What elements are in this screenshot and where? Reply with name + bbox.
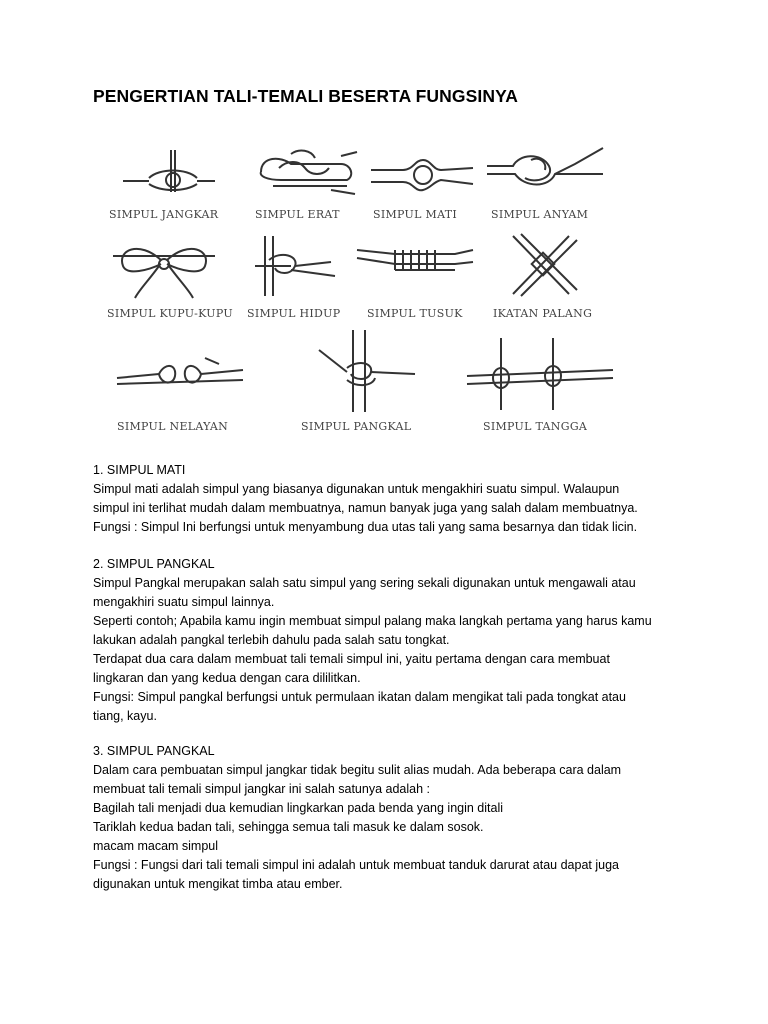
- ikatan-palang-illustration: [503, 232, 583, 298]
- knot-illustrations: [95, 140, 615, 440]
- section-line: Fungsi: Simpul pangkal berfungsi untuk permulaan ikatan dalam mengikat tali pada tongkat atau: [93, 690, 626, 704]
- page-title: PENGERTIAN TALI-TEMALI BESERTA FUNGSINYA: [93, 86, 518, 106]
- simpul-pangkal-illustration: [317, 328, 417, 414]
- section-line: digunakan untuk mengikat timba atau ember.: [93, 877, 343, 891]
- section-line: membuat tali temali simpul jangkar ini salah satunya adalah :: [93, 782, 430, 796]
- section-line: Seperti contoh; Apabila kamu ingin membuat simpul palang maka langkah pertama yang harus kamu: [93, 614, 652, 628]
- simpul-tangga-illustration: [465, 336, 615, 412]
- knot-label: SIMPUL TANGGA: [483, 420, 588, 433]
- section-line: lingkaran dan yang kedua dengan cara dililitkan.: [93, 671, 361, 685]
- section-line: Simpul Pangkal merupakan salah satu simpul yang sering sekali digunakan untuk mengawali atau: [93, 576, 636, 590]
- knot-label: SIMPUL HIDUP: [247, 307, 341, 320]
- section-simpul-mati: [93, 461, 683, 537]
- section-simpul-pangkal: [93, 555, 683, 726]
- knot-label: IKATAN PALANG: [493, 307, 593, 320]
- simpul-erat-illustration: [251, 146, 361, 200]
- section-line: Tariklah kedua badan tali, sehingga semua tali masuk ke dalam sosok.: [93, 820, 484, 834]
- knot-label: SIMPUL JANGKAR: [109, 208, 219, 221]
- section-line: tiang, kayu.: [93, 709, 157, 723]
- section-line: macam macam simpul: [93, 839, 219, 853]
- section-line: Terdapat dua cara dalam membuat tali temali simpul ini, yaitu pertama dengan cara membuat: [93, 652, 610, 666]
- section-line: simpul ini terlihat mudah dalam membuatnya, namun banyak juga yang salah dalam membuatnya.: [93, 501, 638, 515]
- section-heading: 1. SIMPUL MATI: [93, 463, 186, 477]
- knot-label: SIMPUL NELAYAN: [117, 420, 229, 433]
- knot-label: SIMPUL ANYAM: [491, 208, 589, 221]
- section-line: lakukan adalah pangkal terlebih dahulu pada salah satu tongkat.: [93, 633, 450, 647]
- section-line: Fungsi : Fungsi dari tali temali simpul ini adalah untuk membuat tanduk darurat atau dapat juga: [93, 858, 619, 872]
- section-line: Simpul mati adalah simpul yang biasanya digunakan untuk mengakhiri suatu simpul. Walaupun: [93, 482, 620, 496]
- simpul-jangkar-illustration: [109, 148, 219, 198]
- knot-label: SIMPUL TUSUK: [367, 307, 463, 320]
- knot-label: SIMPUL KUPU-KUPU: [107, 307, 233, 320]
- simpul-nelayan-illustration: [115, 350, 245, 396]
- section-line: mengakhiri suatu simpul lainnya.: [93, 595, 275, 609]
- simpul-hidup-illustration: [251, 232, 341, 298]
- knot-label: SIMPUL ERAT: [255, 208, 340, 221]
- simpul-tusuk-illustration: [355, 240, 475, 280]
- section-simpul-jangkar: [93, 742, 683, 894]
- section-heading: 3. SIMPUL PANGKAL: [93, 744, 215, 758]
- simpul-kupu-kupu-illustration: [109, 240, 219, 300]
- simpul-mati-illustration: [367, 150, 477, 196]
- knot-label: SIMPUL MATI: [373, 208, 458, 221]
- section-line: Fungsi : Simpul Ini berfungsi untuk menyambung dua utas tali yang sama besarnya dan tidak licin.: [93, 520, 638, 534]
- section-line: Dalam cara pembuatan simpul jangkar tidak begitu sulit alias mudah. Ada beberapa cara dalam: [93, 763, 622, 777]
- simpul-anyam-illustration: [485, 144, 605, 196]
- knot-label: SIMPUL PANGKAL: [301, 420, 412, 433]
- section-heading: 2. SIMPUL PANGKAL: [93, 557, 215, 571]
- section-line: Bagilah tali menjadi dua kemudian lingkarkan pada benda yang ingin ditali: [93, 801, 504, 815]
